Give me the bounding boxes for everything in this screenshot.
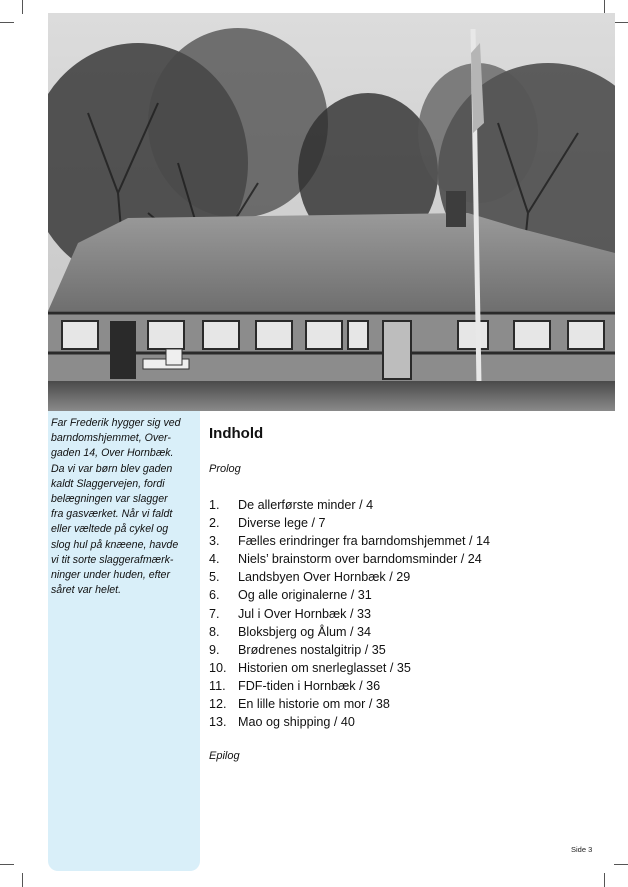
toc-item-text: De allerførste minder / 4 bbox=[238, 498, 374, 512]
crop-mark bbox=[0, 864, 14, 865]
crop-mark bbox=[22, 0, 23, 14]
toc-item-number: 10. bbox=[209, 660, 227, 675]
farmhouse-photo-icon bbox=[48, 13, 615, 411]
toc-list bbox=[209, 496, 490, 731]
toc-item bbox=[209, 605, 490, 623]
toc-item bbox=[209, 695, 490, 713]
toc-item bbox=[209, 659, 490, 677]
toc-item-text: Bloksbjerg og Ålum / 34 bbox=[238, 624, 372, 639]
toc-item-text: Mao og shipping / 40 bbox=[238, 715, 355, 730]
toc-item-number: 13. bbox=[209, 715, 227, 730]
toc-item bbox=[209, 550, 490, 568]
toc-item bbox=[209, 713, 490, 731]
crop-mark bbox=[22, 873, 23, 887]
crop-mark bbox=[614, 864, 628, 865]
toc-item-number: 4. bbox=[209, 552, 220, 567]
toc-epilog: Epilog bbox=[209, 750, 240, 762]
toc-item bbox=[209, 532, 490, 550]
toc-item-text: Landsbyen Over Hornbæk / 29 bbox=[238, 570, 411, 585]
toc-item-text: Fælles erindringer fra barndomshjemmet / 14 bbox=[238, 534, 490, 549]
toc-item-number: 11. bbox=[209, 678, 226, 693]
toc-item bbox=[209, 496, 490, 514]
toc-item-text: Historien om snerleglasset / 35 bbox=[238, 660, 411, 675]
toc-item-number: 1. bbox=[209, 498, 220, 512]
toc-prolog: Prolog bbox=[209, 463, 241, 475]
toc-item-number: 3. bbox=[209, 534, 220, 549]
toc-item bbox=[209, 623, 490, 641]
toc-item bbox=[209, 568, 490, 586]
photo-caption: Far Frederik hygger sig ved barndomshjemmet, Over- gaden 14, Over Hornbæk. Da vi var børn blev gaden kaldt Slaggervejen, fordi belægningen var slagger fra gasværket. Når vi faldt eller væltede på cykel og slog hul på knæene, havde vi tit sorte slaggerafmærk- ninger under huden, efter såret var helet. bbox=[51, 417, 181, 597]
farmhouse-photo bbox=[48, 13, 615, 411]
toc-item bbox=[209, 514, 490, 532]
toc-item-number: 5. bbox=[209, 570, 220, 585]
crop-mark bbox=[614, 22, 628, 23]
crop-mark bbox=[0, 22, 14, 23]
toc-item-number: 8. bbox=[209, 624, 220, 639]
caption-sidebar bbox=[48, 411, 200, 871]
toc-item-number: 12. bbox=[209, 697, 227, 712]
toc-item-number: 6. bbox=[209, 588, 220, 603]
toc-item bbox=[209, 641, 490, 659]
toc-item-text: Og alle originalerne / 31 bbox=[238, 588, 372, 603]
toc-item-text: Jul i Over Hornbæk / 33 bbox=[238, 606, 371, 621]
toc-item-text: Brødrenes nostalgitrip / 35 bbox=[238, 642, 386, 657]
toc-item-text: Niels’ brainstorm over barndomsminder / 24 bbox=[238, 552, 482, 567]
toc-item-text: En lille historie om mor / 38 bbox=[238, 697, 390, 712]
page-number: Side 3 bbox=[571, 845, 593, 854]
toc-item bbox=[209, 677, 490, 695]
crop-mark bbox=[604, 0, 605, 14]
toc-item-text: Diverse lege / 7 bbox=[238, 516, 326, 531]
toc-title: Indhold bbox=[209, 425, 264, 442]
toc-item bbox=[209, 586, 490, 604]
toc-item-number: 2. bbox=[209, 516, 220, 531]
toc-item-number: 9. bbox=[209, 642, 220, 657]
crop-mark bbox=[604, 873, 605, 887]
toc-item-number: 7. bbox=[209, 606, 220, 621]
toc-item-text: FDF-tiden i Hornbæk / 36 bbox=[238, 678, 381, 693]
